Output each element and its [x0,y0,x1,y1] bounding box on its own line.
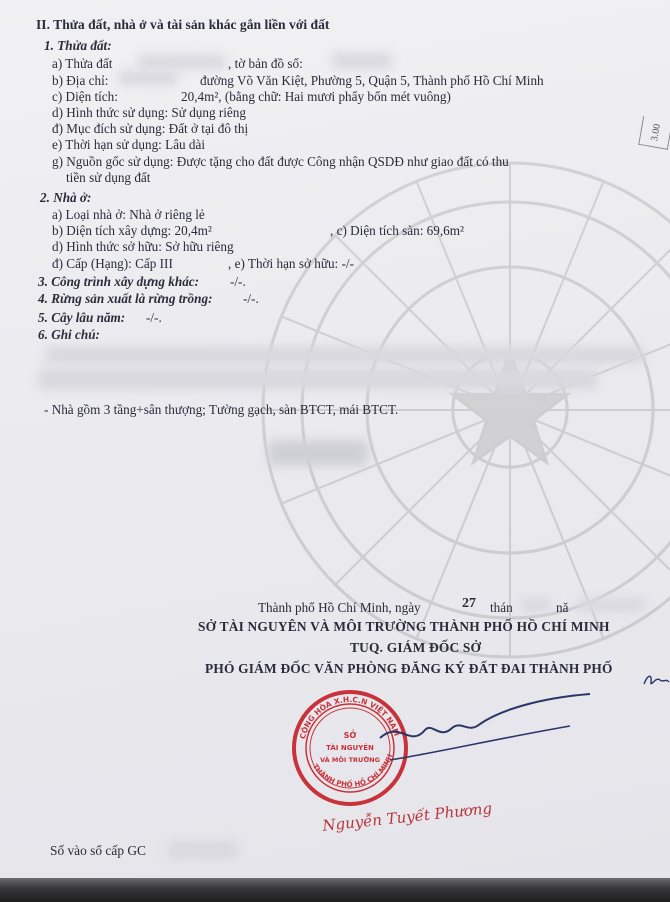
signer-position: PHÓ GIÁM ĐỐC VĂN PHÒNG ĐĂNG KÝ ĐẤT ĐAI THÀNH PHỐ [205,661,613,676]
issuing-authority: SỞ TÀI NGUYÊN VÀ MÔI TRƯỜNG THÀNH PHỐ HỒ CHÍ MINH [198,619,610,634]
handwritten-signature [370,690,600,780]
date-month-label: thán [490,600,513,615]
corner-page-tab: 3.00 [638,116,670,150]
registry-number-label: Số vào sổ cấp GC [50,843,146,858]
planted-forest-value: -/-. [243,291,259,306]
house-heading: 2. Nhà ở: [40,190,92,205]
seal-line-2: TÀI NGUYÊN [326,744,374,752]
land-use-term: e) Thời hạn sử dụng: Lâu dài [52,137,206,152]
other-construction-label: 3. Công trình xây dựng khác: [38,274,200,289]
land-area-value: 20,4m², (bằng chữ: Hai mươi phẩy bốn mét vuông) [181,89,451,104]
redacted-note-line2 [38,368,598,390]
date-day: 27 [462,596,476,611]
redacted-map-number [332,53,392,69]
perennial-trees-value: -/-. [146,310,162,325]
svg-text:CỘNG HÒA X.H.C.N VIỆT NAM: CỘNG HÒA X.H.C.N VIỆT NAM [297,694,402,740]
house-ownership-form: d) Hình thức sở hữu: Sở hữu riêng [52,239,234,254]
house-type: a) Loại nhà ở: Nhà ở riêng lẻ [52,207,205,222]
signer-name: Nguyễn Tuyết Phương [321,799,493,835]
land-parcel-label: a) Thửa đất [52,56,113,71]
note-house-description: - Nhà gồm 3 tầng+sân thượng; Tường gạch, sàn BTCT, mái BTCT. [44,402,399,417]
planted-forest-label: 4. Rừng sản xuất là rừng trồng: [38,291,213,306]
land-origin-line1: g) Nguồn gốc sử dụng: Được tặng cho đất được Công nhận QSDĐ như giao đất có thu [52,154,509,169]
redacted-house-number [118,71,178,85]
redacted-month [520,598,552,612]
redacted-stamp-area [268,440,368,466]
perennial-trees-label: 5. Cây lâu năm: [38,310,126,325]
initial-signature-icon [642,670,670,692]
redacted-parcel-number [138,55,226,69]
land-origin-line2: tiền sử dụng đất [66,170,151,185]
table-edge [0,878,670,902]
house-ownership-term: , e) Thời hạn sở hữu: -/- [228,256,354,271]
other-construction-value: -/-. [230,274,246,289]
authorization-line: TUQ. GIÁM ĐỐC SỞ [350,640,482,655]
house-grade: đ) Cấp (Hạng): Cấp III [52,256,173,271]
land-address-value: đường Võ Văn Kiệt, Phường 5, Quận 5, Thành phố Hồ Chí Minh [200,73,544,88]
seal-line-1: SỞ [343,731,357,740]
house-floor-area: , c) Diện tích sàn: 69,6m² [330,223,464,238]
land-use-form: d) Hình thức sử dụng: Sử dụng riêng [52,105,246,120]
land-use-purpose: đ) Mục đích sử dụng: Đất ở tại đô thị [52,121,249,136]
date-prefix: Thành phố Hồ Chí Minh, ngày [258,600,421,615]
date-year-label: nă [556,600,569,615]
section-title: II. Thửa đất, nhà ở và tài sản khác gắn liền với đất [36,17,330,32]
land-map-sheet-label: , tờ bản đồ số: [228,56,303,71]
redacted-registry-number [168,841,238,859]
svg-text:THÀNH PHỐ HỒ CHÍ MINH: THÀNH PHỐ HỒ CHÍ MINH [310,753,395,789]
notes-label: 6. Ghi chú: [38,327,100,342]
redacted-note-line1 [45,346,645,364]
house-construction-area: b) Diện tích xây dựng: 20,4m² [52,223,212,238]
land-heading: 1. Thửa đất: [44,38,112,53]
redacted-year [576,598,646,612]
land-address-label: b) Địa chỉ: [52,73,109,88]
seal-line-3: VÀ MÔI TRƯỜNG [320,756,380,764]
land-area-label: c) Diện tích: [52,89,118,104]
